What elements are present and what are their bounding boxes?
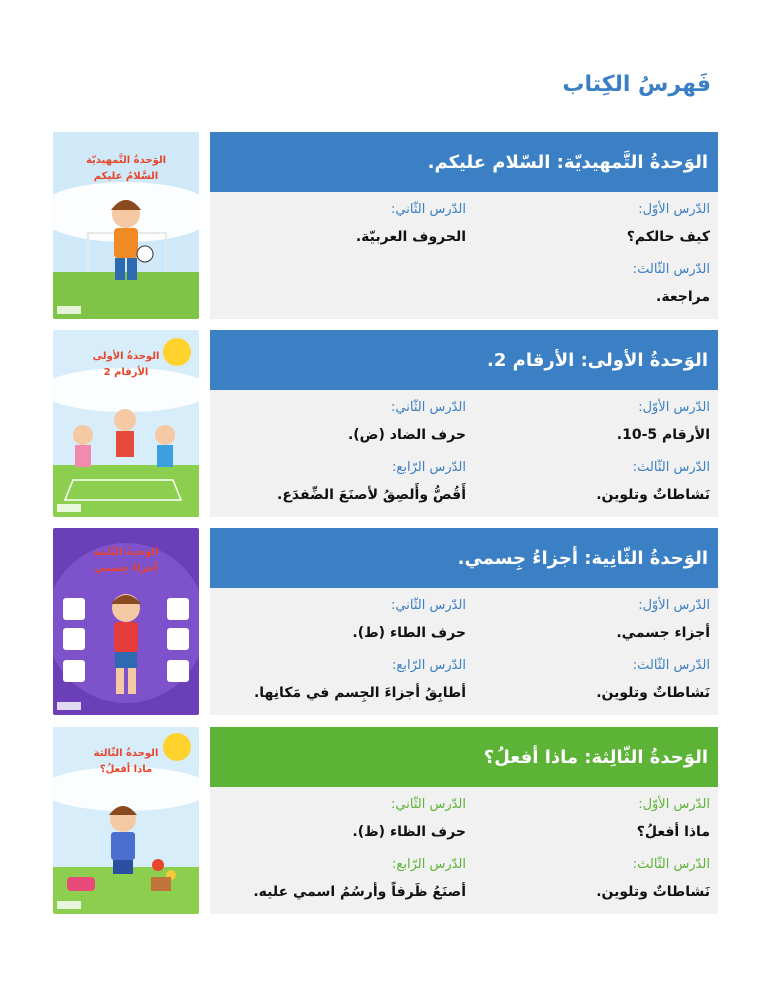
lesson-2: [226, 200, 466, 248]
lessons-grid: [210, 588, 718, 715]
lesson-label: الدّرس الرّابع:: [392, 658, 466, 673]
lesson-text: أَقُصُّ وأَلصِقُ لأصنَعَ الضِّفدَع.: [277, 487, 466, 503]
unit-content: [210, 330, 718, 517]
lesson-text: حرف الضاد (ض).: [347, 427, 466, 443]
cover-title-line2: أجزاءُ جِسمي: [94, 563, 158, 574]
lesson-4: [218, 458, 466, 506]
cover-title-line2: السَّلامُ عليكم: [93, 171, 159, 182]
lesson-1: [470, 200, 710, 248]
lesson-3: [470, 855, 710, 903]
unit-title: الوَحدةُ الثّانِية: أجزاءُ جِسمي.: [457, 547, 708, 569]
lessons-grid: [210, 390, 718, 517]
lesson-text: حرف الظاء (ظ).: [352, 824, 466, 840]
lesson-label: الدّرس الأوّل:: [638, 400, 710, 415]
lesson-label: الدّرس الثّالث:: [632, 460, 710, 475]
lesson-text: الأرقام 5-10.: [616, 427, 710, 443]
page-title: فَهرسُ الكِتاب: [562, 72, 711, 97]
lesson-text: أطابِقُ أجزاءَ الجِسم في مَكانِها.: [253, 685, 466, 701]
lesson-label: الدّرس الثّالث:: [632, 262, 710, 277]
lesson-text: أصنَعُ ظَرفاً وأرسُمُ اسمي عليه.: [253, 884, 466, 900]
lesson-text: كيف حالكم؟: [626, 229, 710, 245]
lesson-2: [226, 795, 466, 843]
unit-title: الوَحدةُ الثّالِثة: ماذا أفعلُ؟: [483, 746, 708, 768]
lesson-text: أجزاء جسمي.: [616, 625, 710, 641]
lesson-label: الدّرس الأوّل:: [638, 797, 710, 812]
unit-header: [210, 528, 718, 588]
lesson-label: الدّرس الثّالث:: [632, 658, 710, 673]
lesson-label: الدّرس الرّابع:: [392, 460, 466, 475]
unit-header: [210, 727, 718, 787]
cover-title-line2: ماذا أفعلُ؟: [99, 764, 153, 775]
cover-title-line1: الوَحدةُ التَّمهيديّة: [85, 155, 167, 166]
lesson-label: الدّرس الرّابع:: [392, 857, 466, 872]
lesson-label: الدّرس الثّاني:: [391, 797, 466, 812]
lesson-text: نَشاطاتٌ وتلوين.: [596, 487, 710, 503]
lessons-grid: [210, 787, 718, 914]
lesson-text: ماذا أفعلُ؟: [636, 824, 710, 840]
lesson-text: مراجعة.: [656, 289, 710, 305]
lesson-text: حرف الطاء (ط).: [352, 625, 466, 641]
lesson-text: نَشاطاتٌ وتلوين.: [596, 685, 710, 701]
unit-content: [210, 132, 718, 319]
lesson-label: الدّرس الأوّل:: [638, 202, 710, 217]
cover-title-line2: الأرقام 2: [103, 367, 149, 378]
lesson-text: الحروف العربيّة.: [355, 229, 466, 245]
lesson-2: [226, 398, 466, 446]
cover-title-line1: الوحدةُ الثّالثة: [93, 748, 159, 759]
lesson-1: [470, 795, 710, 843]
lessons-grid: [210, 192, 718, 319]
unit-header: [210, 330, 718, 390]
lesson-2: [226, 596, 466, 644]
lesson-label: الدّرس الأوّل:: [638, 598, 710, 613]
lesson-1: [470, 596, 710, 644]
lesson-text: نَشاطاتٌ وتلوين.: [596, 884, 710, 900]
unit-content: [210, 528, 718, 715]
cover-title-line1: الوَحدةُ الثّانية: [93, 547, 159, 558]
lesson-label: الدّرس الثّاني:: [391, 598, 466, 613]
unit-title: الوَحدةُ التَّمهيديّة: السّلام عليكم.: [427, 151, 708, 173]
cover-title-line1: الوحدةُ الأولى: [92, 351, 160, 362]
lesson-1: [470, 398, 710, 446]
lesson-label: الدّرس الثّاني:: [391, 400, 466, 415]
lesson-3: [470, 656, 710, 704]
lesson-3: [470, 260, 710, 308]
unit-cover-image: [53, 132, 199, 319]
lesson-3: [470, 458, 710, 506]
unit-content: [210, 727, 718, 914]
lesson-4: [218, 656, 466, 704]
lesson-label: الدّرس الثّاني:: [391, 202, 466, 217]
unit-cover-image: [53, 727, 199, 914]
unit-title: الوَحدةُ الأولى: الأرقام 2.: [487, 349, 708, 371]
unit-cover-image: [53, 330, 199, 517]
lesson-4: [218, 855, 466, 903]
lesson-label: الدّرس الثّالث:: [632, 857, 710, 872]
unit-header: [210, 132, 718, 192]
unit-cover-image: [53, 528, 199, 715]
